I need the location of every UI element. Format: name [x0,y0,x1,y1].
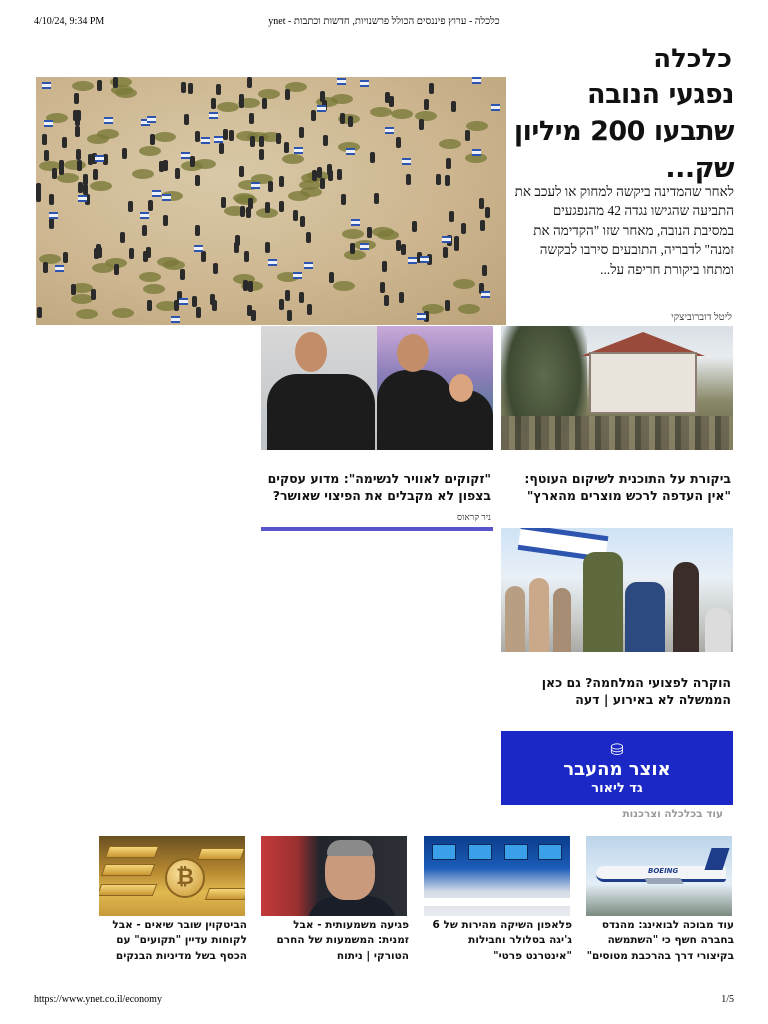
flag-shape [472,149,481,156]
print-page-number: 1/5 [721,994,734,1005]
hair-shape [327,840,373,856]
flag-shape [147,116,156,123]
person-shape [76,149,81,160]
honor-headline[interactable]: הוקרה לפצועי המלחמה? גם כאן הממשלה לא באירוע | דעה [541,675,731,707]
flag-shape [294,147,303,154]
person-shape [389,96,394,107]
person-shape [454,240,459,251]
person-shape [259,149,264,160]
bitcoin-image[interactable] [99,836,245,916]
person-shape [307,304,312,315]
erdogan-image[interactable] [261,836,407,916]
flag-shape [481,291,490,298]
hero-summary[interactable]: לאחר שהמדינה ביקשה למחוק או לעכב את התביעה שהגישו נגדה 42 מהנפגעים במסיבת הנובה, מאחר שזו "הקדימה את זמנה" לדבריה, התובעים סירבו לבקשה ומתחו ביקורת חריפה על... [514,184,734,277]
person-shape [223,129,228,140]
person-shape [485,207,490,218]
flag-shape [351,219,360,226]
flag-shape [268,259,277,266]
print-date: 4/10/24, 9:34 PM [34,16,105,27]
person-shape [399,292,404,303]
person-shape [248,281,253,292]
memorial-shape [39,161,61,171]
flag-shape [214,136,223,143]
soldier-shape [583,552,623,652]
person-head-shape [295,332,327,372]
person-shape [128,201,133,212]
gold-bar-shape [99,884,157,896]
person-shape [320,178,325,189]
flag-shape [162,194,171,201]
flag-shape [402,158,411,165]
person-shape [279,299,284,310]
memorial-shape [217,102,239,112]
person-shape [267,374,375,450]
flag-shape [140,212,149,219]
boeing-logo: BOEING [648,867,679,875]
person-shape [285,89,290,100]
person-shape [195,225,200,236]
person-shape [49,194,54,205]
person-shape [180,269,185,280]
person-shape [419,119,424,130]
person-shape [120,232,125,243]
person-shape [424,99,429,110]
person-shape [249,113,254,124]
boeing-image[interactable] [586,836,732,916]
memorial-shape [71,294,93,304]
memorial-shape [453,279,475,289]
person-shape [396,240,401,251]
boeing-headline[interactable]: עוד מבוכה לבואינג: מהנדס בחברה חשף כי "השתמשה בקיצורי דרך בהרכבת מטוסים" [586,919,734,962]
person-shape [142,225,147,236]
business-owners-image[interactable] [261,326,493,450]
hero-author[interactable]: ליטל דוברוביצקי [671,312,732,323]
accent-divider [261,527,493,531]
person-shape [74,93,79,104]
gold-bar-shape [197,848,245,860]
person-shape [113,77,118,88]
person-shape [192,296,197,307]
person-shape [78,182,83,193]
rubble-shape [501,416,733,450]
promo-subtitle: גד ליאור [591,781,643,796]
flag-shape [491,104,500,111]
person-shape [350,243,355,254]
memorial-shape [258,89,280,99]
person-shape [337,169,342,180]
person-shape [239,166,244,177]
person-shape [248,198,253,209]
memorial-shape [282,154,304,164]
person-shape [265,242,270,253]
more-economy-link[interactable]: עוד בכלכלה וצרכנות [622,808,723,820]
hero-image[interactable] [36,77,506,325]
flag-shape [304,262,313,269]
person-shape [247,77,252,88]
person-shape [244,251,249,262]
person-shape [268,181,273,192]
person-shape [239,97,244,108]
person-shape [219,143,224,154]
flag-shape [104,117,113,124]
wounded-soldiers-image[interactable] [501,528,733,652]
pelephone-headline[interactable]: פלאפון השיקה מהירות של 6 ג'יגה בסלולר וחבילות "אינטרנט פרטי" [432,919,572,962]
person-shape [148,200,153,211]
flag-shape [360,243,369,250]
gold-bar-shape [205,888,245,900]
print-header [34,16,734,30]
person-shape [341,194,346,205]
counter-shape [424,898,570,906]
reconstruction-headline[interactable]: ביקורת על התוכנית לשיקום העוטף: "אין העדפה לרכש מוצרים מהארץ" [524,471,731,503]
person-shape [147,300,152,311]
person-shape [348,116,353,127]
person-shape [505,586,525,652]
memorial-shape [132,169,154,179]
person-shape [210,294,215,305]
flag-shape [55,265,64,272]
person-shape [250,136,255,147]
memorial-shape [154,132,176,142]
person-shape [323,135,328,146]
memorial-shape [333,281,355,291]
person-shape [91,289,96,300]
person-shape [75,126,80,137]
person-shape [97,80,102,91]
person-shape [443,247,448,258]
person-shape [42,134,47,145]
coins-icon: ⛁ [610,740,624,759]
person-shape [163,160,168,171]
person-shape [88,154,93,165]
pelephone-store-image[interactable] [424,836,570,916]
flag-shape [346,148,355,155]
promo-box[interactable] [501,731,733,805]
person-shape [436,174,441,185]
flag-shape [179,298,188,305]
memorial-shape [143,284,165,294]
print-url: https://www.ynet.co.il/economy [34,994,162,1005]
flag-shape [337,78,346,85]
person-shape [374,193,379,204]
person-shape [259,136,264,147]
memorial-shape [97,129,119,139]
air-author[interactable]: ניר קראוס [456,512,491,522]
flag-shape [95,155,104,162]
screen-shape [504,844,528,860]
person-shape [482,265,487,276]
person-shape [93,169,98,180]
airplane-tail-shape [704,848,729,870]
person-shape [188,83,193,94]
flag-shape [78,195,87,202]
screen-shape [468,844,492,860]
person-shape [317,167,322,178]
flag-shape [408,257,417,264]
person-shape [384,295,389,306]
gold-bar-shape [101,864,155,876]
vehicle-shape [705,608,731,652]
memorial-shape [76,309,98,319]
memorial-shape [458,304,480,314]
person-shape [465,130,470,141]
flag-shape [420,256,429,263]
person-shape [262,98,267,109]
person-shape [306,232,311,243]
flag-shape [42,82,51,89]
person-shape [279,201,284,212]
person-shape [221,197,226,208]
person-shape [229,130,234,141]
flag-shape [293,272,302,279]
person-shape [299,127,304,138]
person-shape [311,110,316,121]
turkey-boycott-headline[interactable]: פגיעה משמעותית - אבל זמנית: המשמעות של החרם הטורקי | ניתוח [276,919,409,962]
person-shape [251,310,256,321]
person-shape [553,588,571,652]
flag-shape [181,152,190,159]
person-shape [673,562,699,652]
hero-headline[interactable]: נפגעי הנובה שתבעו 200 מיליון שק... [513,79,734,184]
flag-shape [194,245,203,252]
reconstruction-image[interactable] [501,326,733,450]
memorial-shape [64,160,86,170]
person-shape [49,218,54,229]
person-shape [287,310,292,321]
person-shape [480,220,485,231]
person-shape [293,210,298,221]
person-shape [52,168,57,179]
person-shape [62,137,67,148]
memorial-shape [439,139,461,149]
person-shape [451,101,456,112]
person-shape [300,216,305,227]
person-shape [77,160,82,171]
promo-title: אוצר מהעבר [563,759,671,780]
memorial-shape [112,308,134,318]
person-shape [201,251,206,262]
person-shape [216,84,221,95]
print-footer [34,994,734,1008]
person-shape [265,202,270,213]
person-shape [412,221,417,232]
person-shape [340,113,345,124]
memorial-shape [300,187,322,197]
memorial-shape [342,229,364,239]
person-shape [195,175,200,186]
memorial-shape [92,263,114,273]
person-shape [445,175,450,186]
person-shape [73,110,78,121]
person-shape [59,160,64,171]
person-shape [445,300,450,311]
person-shape [211,98,216,109]
memorial-shape [157,257,179,267]
person-shape [284,142,289,153]
person-shape [479,198,484,209]
person-shape [129,248,134,259]
screen-shape [538,844,562,860]
person-shape [83,184,88,195]
memorial-shape [90,181,112,191]
person-shape [114,264,119,275]
person-shape [63,252,68,263]
person-shape [328,170,333,181]
memorial-shape [372,227,394,237]
memorial-shape [391,109,413,119]
flag-shape [209,112,218,119]
person-shape [181,82,186,93]
person-shape [184,114,189,125]
person-shape [367,227,372,238]
print-page-title: כלכלה - ערוץ פיננסים הכולל פרשנויות, חדשות וכתבות - ynet [268,16,500,27]
person-shape [37,307,42,318]
flag-shape [417,313,426,320]
person-shape [196,307,201,318]
person-shape [429,83,434,94]
person-shape [175,168,180,179]
flag-shape [201,137,210,144]
flag-shape [44,120,53,127]
flag-shape [171,316,180,323]
person-shape [370,152,375,163]
gold-bar-shape [105,846,159,858]
person-shape [195,131,200,142]
person-shape [401,244,406,255]
flag-shape [251,182,260,189]
person-shape [44,150,49,161]
memorial-shape [72,81,94,91]
person-shape [43,262,48,273]
flag-shape [49,212,58,219]
memorial-shape [370,107,392,117]
bitcoin-headline[interactable]: הביטקוין שובר שיאים - אבל לקוחות עדיין "תקועים" עם הכסף בשל מדיניות הבנקים [112,919,247,962]
person-shape [150,134,155,145]
memorial-shape [139,146,161,156]
person-shape [380,282,385,293]
person-shape [279,176,284,187]
bitcoin-icon: ₿ [165,858,205,898]
person-shape [329,272,334,283]
memorial-shape [139,272,161,282]
airplane-wing-shape [644,878,683,884]
person-shape [276,133,281,144]
flag-shape [472,77,481,84]
air-headline[interactable]: "זקוקים לאוויר לנשימה": מדוע עסקים בצפון לא מקבלים את הפיצוי שאושר? [267,471,491,503]
person-shape [240,206,245,217]
person-head-shape [449,374,473,402]
flag-shape [360,80,369,87]
flag-shape [317,105,326,112]
person-shape [461,223,466,234]
wheelchair-shape [625,582,665,652]
person-shape [146,247,151,258]
person-head-shape [397,334,429,372]
person-shape [406,174,411,185]
person-shape [96,244,101,255]
person-shape [396,137,401,148]
person-shape [449,211,454,222]
person-shape [382,261,387,272]
person-shape [190,156,195,167]
person-shape [71,284,76,295]
person-shape [36,183,41,194]
person-shape [213,263,218,274]
person-shape [299,292,304,303]
flag-shape [385,127,394,134]
person-shape [122,148,127,159]
memorial-shape [344,250,366,260]
person-shape [285,290,290,301]
house-shape [589,352,697,414]
section-title[interactable]: כלכלה [653,44,732,74]
flag-shape [442,236,451,243]
person-shape [234,242,239,253]
screen-shape [432,844,456,860]
person-shape [529,578,549,652]
person-shape [446,158,451,169]
person-shape [320,91,325,102]
flag-shape [152,190,161,197]
person-shape [163,215,168,226]
